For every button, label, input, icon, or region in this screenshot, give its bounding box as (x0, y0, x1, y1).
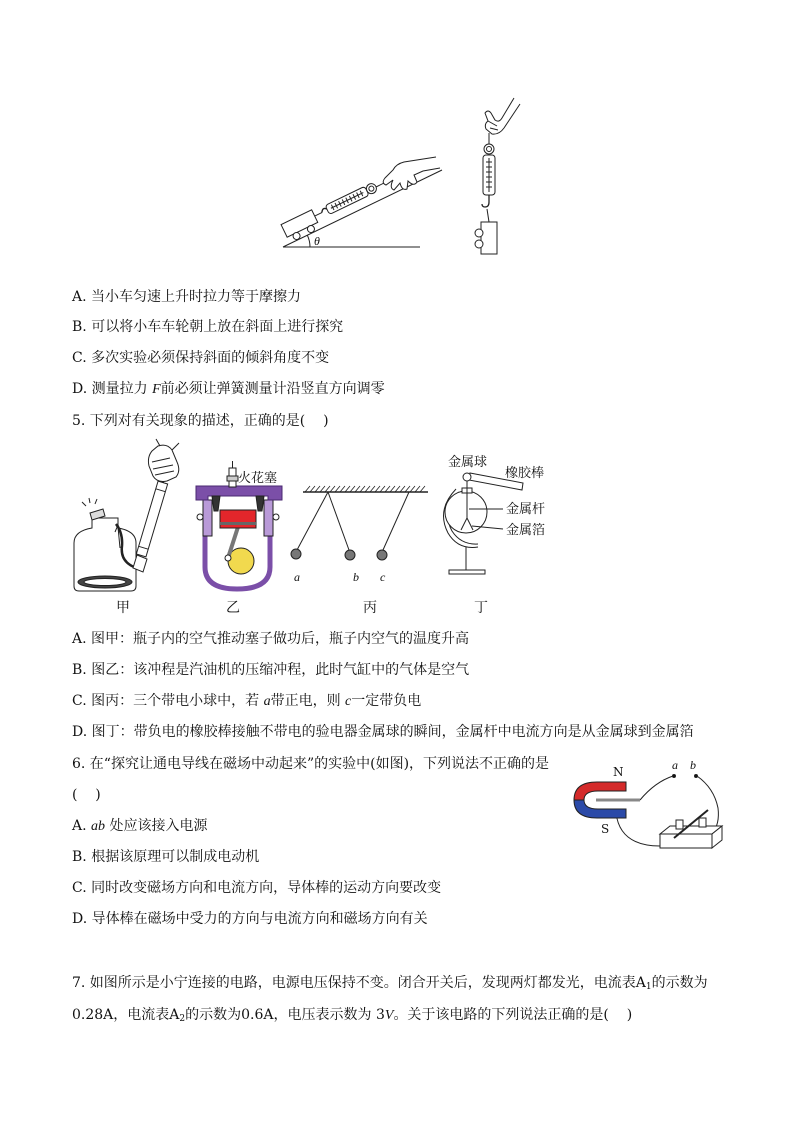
stem-text: 的示数为0.6A，电压表示数为 3 (185, 1007, 385, 1023)
exhaust-valve (256, 496, 264, 511)
block-string (487, 209, 489, 222)
intake-valve (212, 496, 220, 511)
stand-base (449, 570, 485, 574)
q4-option-c: C. 多次实验必须保持斜面的倾斜角度不变 (72, 350, 330, 366)
south-label: S (601, 822, 610, 836)
angle-label: θ (314, 234, 320, 248)
cart-and-spring-scale (281, 180, 382, 243)
spring-scale-ring-inner (368, 185, 375, 192)
subscript: 2 (179, 1014, 186, 1024)
q6-answer-paren: ( ) (72, 787, 101, 803)
option-text: 前必须让弹簧测量计沿竖直方向调零 (160, 381, 385, 397)
q6-option-c: C. 同时改变磁场方向和电流方向，导体棒的运动方向要改变 (72, 880, 442, 896)
q4-option-a: A. 当小车匀速上升时拉力等于摩擦力 (72, 289, 302, 305)
spring-scale-ring (484, 144, 494, 154)
q4-option-b: B. 可以将小车车轮朝上放在斜面上进行探究 (72, 319, 344, 335)
option-text: A. (72, 818, 92, 834)
q5-option-c (72, 693, 421, 710)
option-text: 一定带负电 (351, 693, 422, 709)
figure-bing-charged-balls (291, 486, 428, 584)
base-front (660, 834, 712, 848)
option-text: 处应该接入电源 (105, 818, 208, 834)
cylinder-head (196, 486, 282, 500)
cylinder-wall-left (203, 500, 212, 536)
hanging-block (481, 222, 497, 254)
crank-pin (225, 555, 231, 561)
variable-v: V (384, 1008, 394, 1023)
pump-cylinder (136, 481, 167, 557)
variable-ab: ab (91, 819, 106, 834)
metal-ball (463, 473, 471, 481)
burst-lines (82, 498, 97, 506)
terminal-a (673, 775, 676, 778)
stem-text: 的示数为 (651, 975, 708, 991)
stem-text: 。关于该电路的下列说法正确的是( ) (393, 1007, 633, 1023)
variable-f: F (152, 382, 161, 397)
metal-rod-label: 金属杆 (506, 502, 546, 517)
option-text: 带正电，则 (270, 693, 346, 709)
option-text: C. 图丙：三个带电小球中，若 (72, 693, 264, 709)
spark-plug-label: 火花塞 (238, 471, 278, 486)
q6-option-a (72, 818, 207, 835)
subscript: 1 (645, 982, 652, 992)
q4-option-d (72, 381, 385, 398)
north-label: N (613, 765, 624, 779)
string-c (383, 492, 409, 550)
hanging-scale-figure (475, 98, 520, 254)
angle-arc (307, 235, 310, 247)
ball-c (377, 550, 387, 560)
motor-experiment-figure (574, 758, 722, 848)
incline-figure (281, 157, 442, 248)
side-bolt (197, 514, 203, 520)
wire-to-a (640, 776, 673, 800)
q5-option-a: A. 图甲：瓶子内的空气推动塞子做功后，瓶子内空气的温度升高 (72, 631, 470, 647)
q6-option-b: B. 根据该原理可以制成电动机 (72, 849, 260, 865)
hand-icon (148, 445, 178, 481)
figure-yi-engine (196, 461, 282, 589)
ceiling-hatch (305, 486, 425, 492)
figure-ding-electroscope (444, 454, 546, 574)
q5-stem: 5. 下列对有关现象的描述，正确的是( ) (72, 413, 329, 429)
string-a (297, 492, 328, 550)
hand-icon (485, 98, 520, 134)
ball-a-label: a (294, 570, 300, 584)
metal-ball-label: 金属球 (448, 455, 488, 470)
rail-holder (676, 820, 683, 829)
ball-a (291, 549, 301, 559)
pump-barrel (136, 470, 171, 557)
q6-option-d: D. 导体棒在磁场中受力的方向与电流方向和磁场方向有关 (72, 911, 428, 927)
q7-stem-line-2 (72, 1007, 632, 1024)
cylinder-wall-right (264, 500, 273, 536)
option-text: D. 测量拉力 (72, 381, 153, 397)
caption-jia: 甲 (116, 600, 130, 616)
bottle-bottom-inner (84, 579, 126, 586)
caption-ding: 丁 (474, 600, 488, 616)
q6-stem: 6. 在“探究让通电导线在磁场中动起来”的实验中(如图)，下列说法不正确的是 (72, 756, 550, 772)
caption-bing: 丙 (363, 600, 377, 616)
magnet-north-pole (574, 782, 626, 800)
ball-c-label: c (380, 570, 386, 584)
variable-c: c (345, 694, 352, 709)
figure-jia-pump-bottle (74, 439, 179, 591)
piston-ring (220, 522, 256, 525)
stem-text: 7. 如图所示是小宁连接的电路，电源电压保持不变。闭合开关后，发现两灯都发光，电流表A (72, 975, 646, 991)
ball-b (345, 550, 355, 560)
cart-hook-line (315, 213, 322, 216)
caption-yi: 乙 (226, 600, 240, 616)
stem-text: 0.28A，电流表A (72, 1007, 180, 1023)
q5-option-b: B. 图乙：该冲程是汽油机的压缩冲程，此时气缸中的气体是空气 (72, 662, 470, 678)
spark-plug-nut (227, 476, 238, 481)
rubber-rod-label: 橡胶棒 (505, 466, 545, 481)
side-bolt (273, 514, 279, 520)
scale-hook (482, 195, 489, 207)
rail-holder (699, 818, 706, 827)
magnet-south-pole (574, 800, 626, 818)
metal-foil-label: 金属箔 (506, 523, 546, 538)
spring-scale-ring-inner (487, 147, 492, 152)
ball-b-label: b (353, 570, 359, 584)
incline-slope-line (283, 170, 442, 247)
q5-option-d: D. 图丁：带负电的橡胶棒接触不带电的验电器金属球的瞬间，金属杆中电流方向是从金属球到金属箔 (72, 724, 694, 740)
piston (220, 510, 256, 528)
cart-wheel (475, 229, 483, 237)
terminal-b-label: b (690, 758, 696, 772)
string-b (328, 492, 349, 550)
cart-wheel (475, 240, 483, 248)
variable-a: a (263, 694, 271, 709)
terminal-b (695, 775, 698, 778)
q7-stem-line-1 (72, 975, 708, 991)
terminal-a-label: a (672, 758, 678, 772)
